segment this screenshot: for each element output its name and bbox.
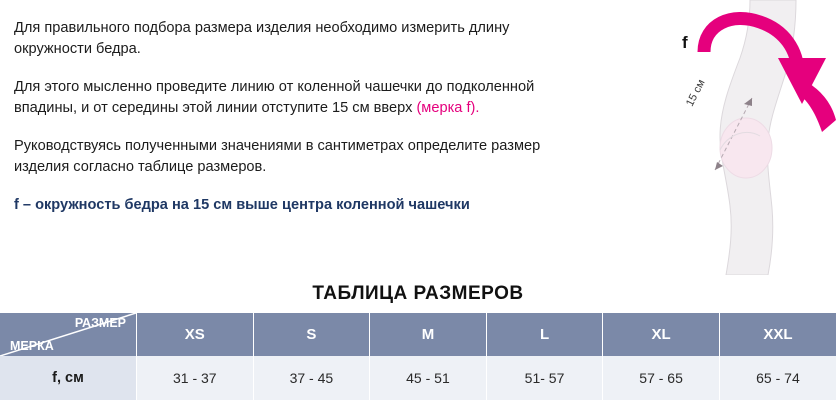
row-label-f: f, см (0, 356, 137, 400)
table-corner-cell (0, 313, 137, 356)
size-table-body (0, 356, 836, 400)
corner-size-label: РАЗМЕР (74, 316, 126, 330)
size-column-xxl: XXL (719, 313, 836, 356)
table-row (0, 356, 836, 400)
size-column-xl: XL (603, 313, 720, 356)
size-table-header-row (0, 313, 836, 356)
table-title: ТАБЛИЦА РАЗМЕРОВ (312, 283, 524, 304)
instruction-paragraph-2-text: Для этого мысленно проведите линию от коленной чашечки до подколенной впадины, и от середины этой линии отступите 15 см вверх (14, 79, 535, 116)
instruction-paragraph-3: Руководствуясь полученными значениями в сантиметрах определите размер изделия согласно таблице размеров. (14, 138, 541, 175)
cell-f-l: 51- 57 (486, 356, 603, 400)
distance-label: 15 см (684, 77, 708, 109)
instructions-block (14, 18, 554, 216)
cell-f-m: 45 - 51 (370, 356, 487, 400)
corner-measure-label: МЕРКА (10, 339, 54, 353)
instruction-paragraph-2 (14, 77, 554, 119)
cell-f-s: 37 - 45 (253, 356, 370, 400)
instruction-paragraph-1: Для правильного подбора размера изделия необходимо измерить длину окружности бедра. (14, 20, 510, 57)
legend-f-definition: f – окружность бедра на 15 см выше центра коленной чашечки (14, 197, 470, 213)
leg-diagram-icon (600, 0, 836, 275)
cell-f-xxl: 65 - 74 (719, 356, 836, 400)
cell-f-xl: 57 - 65 (603, 356, 720, 400)
size-column-m: M (370, 313, 487, 356)
size-column-xs: XS (137, 313, 254, 356)
size-column-l: L (486, 313, 603, 356)
leg-illustration (600, 0, 836, 275)
cell-f-xs: 31 - 37 (137, 356, 254, 400)
size-table (0, 313, 836, 400)
f-marker-label: f (682, 33, 688, 52)
size-column-s: S (253, 313, 370, 356)
measure-f-note: (мерка f). (416, 100, 480, 116)
size-table-head (0, 313, 836, 356)
